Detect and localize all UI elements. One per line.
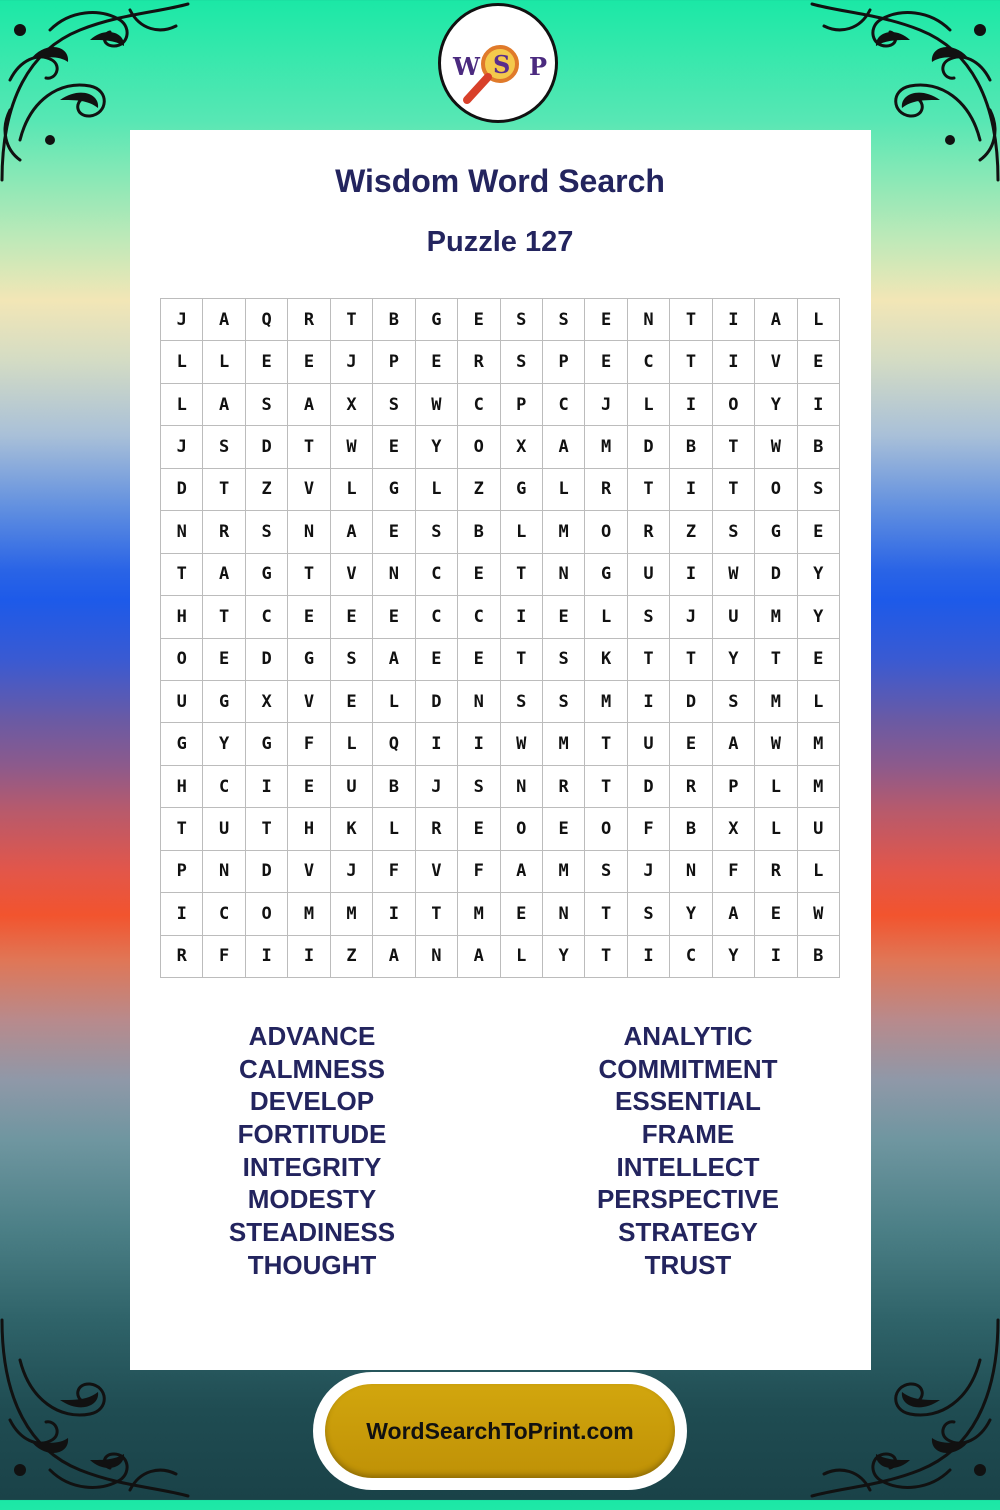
grid-cell[interactable]: E <box>798 639 840 681</box>
grid-cell[interactable]: C <box>543 384 585 426</box>
grid-cell[interactable]: E <box>203 639 245 681</box>
grid-cell[interactable]: E <box>458 808 500 850</box>
grid-cell[interactable]: S <box>543 299 585 341</box>
grid-cell[interactable]: W <box>331 426 373 468</box>
grid-cell[interactable]: I <box>458 723 500 765</box>
grid-cell[interactable]: T <box>670 299 712 341</box>
grid-cell[interactable]: N <box>288 511 330 553</box>
grid-cell[interactable]: T <box>585 766 627 808</box>
grid-cell[interactable]: F <box>458 851 500 893</box>
grid-cell[interactable]: R <box>543 766 585 808</box>
logo-letter-p: P <box>529 52 548 81</box>
grid-cell[interactable]: H <box>161 766 203 808</box>
grid-cell[interactable]: N <box>501 766 543 808</box>
grid-cell[interactable]: L <box>755 808 797 850</box>
grid-cell[interactable]: C <box>458 384 500 426</box>
grid-cell[interactable]: T <box>203 469 245 511</box>
grid-cell[interactable]: A <box>373 639 415 681</box>
grid-cell[interactable]: A <box>713 893 755 935</box>
grid-cell[interactable]: I <box>628 936 670 978</box>
word-list-item: CALMNESS <box>239 1053 385 1084</box>
grid-cell[interactable]: S <box>246 384 288 426</box>
grid-cell[interactable]: L <box>331 723 373 765</box>
word-list-item: TRUST <box>644 1249 732 1280</box>
grid-cell[interactable]: L <box>331 469 373 511</box>
grid-cell[interactable]: S <box>713 511 755 553</box>
grid-cell[interactable]: J <box>331 851 373 893</box>
grid-cell[interactable]: A <box>501 851 543 893</box>
grid-cell[interactable]: L <box>798 851 840 893</box>
grid-cell[interactable]: Q <box>373 723 415 765</box>
grid-cell[interactable]: D <box>628 426 670 468</box>
grid-cell[interactable]: D <box>246 639 288 681</box>
grid-cell[interactable]: Y <box>416 426 458 468</box>
grid-cell[interactable]: S <box>501 341 543 383</box>
word-list-item: FRAME <box>641 1119 735 1150</box>
grid-cell[interactable]: L <box>628 384 670 426</box>
grid-cell[interactable]: W <box>713 554 755 596</box>
grid-cell[interactable]: N <box>543 554 585 596</box>
grid-cell[interactable]: A <box>203 299 245 341</box>
wsp-logo <box>438 3 558 123</box>
grid-cell[interactable]: E <box>416 639 458 681</box>
grid-cell[interactable]: B <box>373 766 415 808</box>
grid-cell[interactable]: U <box>161 681 203 723</box>
grid-cell[interactable]: J <box>331 341 373 383</box>
grid-cell[interactable]: I <box>798 384 840 426</box>
grid-cell[interactable]: A <box>288 384 330 426</box>
grid-cell[interactable]: E <box>501 893 543 935</box>
grid-cell[interactable]: L <box>501 511 543 553</box>
grid-cell[interactable]: E <box>458 639 500 681</box>
grid-cell[interactable]: E <box>585 341 627 383</box>
grid-cell[interactable]: B <box>798 426 840 468</box>
grid-cell[interactable]: P <box>161 851 203 893</box>
grid-cell[interactable]: T <box>670 639 712 681</box>
grid-cell[interactable]: J <box>628 851 670 893</box>
grid-cell[interactable]: S <box>501 681 543 723</box>
logo-letter-s: S <box>493 50 511 79</box>
grid-cell[interactable]: C <box>458 596 500 638</box>
grid-cell[interactable]: M <box>543 511 585 553</box>
grid-cell[interactable]: S <box>203 426 245 468</box>
grid-cell[interactable]: I <box>670 469 712 511</box>
grid-cell[interactable]: Y <box>755 384 797 426</box>
grid-cell[interactable]: F <box>713 851 755 893</box>
grid-cell[interactable]: H <box>161 596 203 638</box>
grid-cell[interactable]: O <box>161 639 203 681</box>
grid-cell[interactable]: J <box>585 384 627 426</box>
grid-cell[interactable]: Z <box>458 469 500 511</box>
grid-cell[interactable]: G <box>755 511 797 553</box>
grid-cell[interactable]: Q <box>246 299 288 341</box>
grid-cell[interactable]: T <box>161 554 203 596</box>
site-link[interactable]: WordSearchToPrint.com <box>325 1384 675 1478</box>
grid-cell[interactable]: W <box>416 384 458 426</box>
word-list-item: INTELLECT <box>616 1151 760 1182</box>
grid-cell[interactable]: D <box>246 426 288 468</box>
grid-cell[interactable]: D <box>416 681 458 723</box>
grid-cell[interactable]: I <box>373 893 415 935</box>
grid-cell[interactable]: U <box>628 723 670 765</box>
grid-cell[interactable]: T <box>501 554 543 596</box>
grid-cell[interactable]: G <box>585 554 627 596</box>
grid-cell[interactable]: T <box>331 299 373 341</box>
grid-cell[interactable]: P <box>713 766 755 808</box>
letter-grid <box>160 298 840 978</box>
grid-cell[interactable]: E <box>331 596 373 638</box>
grid-cell[interactable]: E <box>373 426 415 468</box>
grid-cell[interactable]: O <box>501 808 543 850</box>
grid-cell[interactable]: M <box>543 851 585 893</box>
grid-cell[interactable]: L <box>416 469 458 511</box>
grid-cell[interactable]: A <box>755 299 797 341</box>
grid-cell[interactable]: R <box>288 299 330 341</box>
grid-cell[interactable]: D <box>670 681 712 723</box>
grid-cell[interactable]: V <box>755 341 797 383</box>
grid-cell[interactable]: E <box>543 596 585 638</box>
grid-cell[interactable]: L <box>203 341 245 383</box>
grid-cell[interactable]: J <box>670 596 712 638</box>
grid-cell[interactable]: T <box>585 936 627 978</box>
word-list-item: ESSENTIAL <box>615 1086 761 1117</box>
grid-cell[interactable]: E <box>670 723 712 765</box>
word-list-item: THOUGHT <box>247 1249 377 1280</box>
grid-cell[interactable]: B <box>373 299 415 341</box>
word-list-item: PERSPECTIVE <box>596 1184 780 1215</box>
grid-cell[interactable]: J <box>416 766 458 808</box>
grid-cell[interactable]: S <box>246 511 288 553</box>
word-list-item: ADVANCE <box>248 1021 376 1051</box>
logo-letter-w: W <box>453 52 480 81</box>
grid-cell[interactable]: V <box>288 851 330 893</box>
grid-cell[interactable]: E <box>416 341 458 383</box>
grid-cell[interactable]: T <box>713 469 755 511</box>
grid-cell[interactable]: F <box>288 723 330 765</box>
grid-cell[interactable]: V <box>288 681 330 723</box>
grid-cell[interactable]: L <box>161 341 203 383</box>
puzzle-number: Puzzle 127 <box>426 226 574 258</box>
grid-cell[interactable]: M <box>331 893 373 935</box>
word-list-left <box>162 1020 462 1282</box>
grid-cell[interactable]: O <box>585 808 627 850</box>
grid-cell[interactable]: Y <box>543 936 585 978</box>
grid-cell[interactable]: G <box>161 723 203 765</box>
grid-cell[interactable]: R <box>458 341 500 383</box>
grid-cell[interactable]: Z <box>331 936 373 978</box>
grid-cell[interactable]: R <box>755 851 797 893</box>
grid-cell[interactable]: T <box>246 808 288 850</box>
grid-cell[interactable]: M <box>458 893 500 935</box>
grid-cell[interactable]: T <box>501 639 543 681</box>
grid-cell[interactable]: C <box>416 596 458 638</box>
grid-cell[interactable]: E <box>543 808 585 850</box>
grid-cell[interactable]: C <box>203 766 245 808</box>
grid-cell[interactable]: R <box>585 469 627 511</box>
grid-cell[interactable]: T <box>161 808 203 850</box>
grid-cell[interactable]: S <box>628 893 670 935</box>
word-list-item: ANALYTIC <box>623 1021 753 1051</box>
grid-cell[interactable]: F <box>373 851 415 893</box>
grid-cell[interactable]: E <box>755 893 797 935</box>
grid-cell[interactable]: L <box>755 766 797 808</box>
grid-cell[interactable]: Y <box>203 723 245 765</box>
grid-cell[interactable]: B <box>670 426 712 468</box>
grid-cell[interactable]: C <box>670 936 712 978</box>
grid-cell[interactable]: W <box>755 723 797 765</box>
word-list-item: COMMITMENT <box>598 1053 778 1084</box>
grid-cell[interactable]: R <box>628 511 670 553</box>
grid-cell[interactable]: I <box>288 936 330 978</box>
grid-cell[interactable]: I <box>670 384 712 426</box>
grid-cell[interactable]: U <box>628 554 670 596</box>
grid-cell[interactable]: T <box>628 639 670 681</box>
grid-cell[interactable]: M <box>288 893 330 935</box>
grid-cell[interactable]: A <box>713 723 755 765</box>
grid-cell[interactable]: A <box>203 554 245 596</box>
grid-cell[interactable]: I <box>161 893 203 935</box>
grid-cell[interactable]: B <box>670 808 712 850</box>
grid-cell[interactable]: M <box>755 681 797 723</box>
grid-cell[interactable]: L <box>585 596 627 638</box>
grid-cell[interactable]: L <box>798 681 840 723</box>
grid-cell[interactable]: H <box>288 808 330 850</box>
grid-cell[interactable]: V <box>331 554 373 596</box>
grid-cell[interactable]: N <box>670 851 712 893</box>
grid-cell[interactable]: E <box>458 554 500 596</box>
grid-cell[interactable]: S <box>628 596 670 638</box>
grid-cell[interactable]: N <box>203 851 245 893</box>
grid-cell[interactable]: L <box>501 936 543 978</box>
grid-cell[interactable]: W <box>501 723 543 765</box>
grid-cell[interactable]: Y <box>713 639 755 681</box>
grid-cell[interactable]: V <box>288 469 330 511</box>
grid-cell[interactable]: Y <box>713 936 755 978</box>
grid-cell[interactable]: D <box>161 469 203 511</box>
grid-cell[interactable]: G <box>416 299 458 341</box>
grid-cell[interactable]: T <box>755 639 797 681</box>
grid-cell[interactable]: P <box>373 341 415 383</box>
grid-cell[interactable]: W <box>798 893 840 935</box>
word-list-right <box>538 1020 838 1282</box>
grid-cell[interactable]: E <box>288 341 330 383</box>
grid-cell[interactable]: U <box>331 766 373 808</box>
grid-cell[interactable]: M <box>755 596 797 638</box>
grid-cell[interactable]: T <box>628 469 670 511</box>
grid-cell[interactable]: Y <box>798 596 840 638</box>
grid-cell[interactable]: G <box>288 639 330 681</box>
grid-cell[interactable]: M <box>585 426 627 468</box>
grid-cell[interactable]: G <box>501 469 543 511</box>
grid-cell[interactable]: P <box>543 341 585 383</box>
grid-cell[interactable]: D <box>628 766 670 808</box>
grid-cell[interactable]: E <box>373 596 415 638</box>
grid-cell[interactable]: Z <box>246 469 288 511</box>
grid-cell[interactable]: U <box>713 596 755 638</box>
grid-cell[interactable]: Z <box>670 511 712 553</box>
grid-cell[interactable]: T <box>585 893 627 935</box>
grid-cell[interactable]: N <box>628 299 670 341</box>
grid-cell[interactable]: T <box>585 723 627 765</box>
grid-cell[interactable]: A <box>203 384 245 426</box>
grid-cell[interactable]: L <box>161 384 203 426</box>
grid-cell[interactable]: X <box>501 426 543 468</box>
grid-cell[interactable]: I <box>713 341 755 383</box>
grid-cell[interactable]: M <box>585 681 627 723</box>
grid-cell[interactable]: I <box>755 936 797 978</box>
grid-cell[interactable]: K <box>331 808 373 850</box>
grid-cell[interactable]: G <box>246 554 288 596</box>
grid-cell[interactable]: S <box>543 681 585 723</box>
grid-cell[interactable]: C <box>628 341 670 383</box>
grid-cell[interactable]: S <box>543 639 585 681</box>
grid-cell[interactable]: E <box>458 299 500 341</box>
grid-cell[interactable]: O <box>246 893 288 935</box>
grid-cell[interactable]: M <box>543 723 585 765</box>
grid-cell[interactable]: F <box>628 808 670 850</box>
grid-cell[interactable]: K <box>585 639 627 681</box>
grid-cell[interactable]: L <box>543 469 585 511</box>
grid-cell[interactable]: N <box>161 511 203 553</box>
grid-cell[interactable]: X <box>331 384 373 426</box>
grid-cell[interactable]: X <box>246 681 288 723</box>
grid-cell[interactable]: Y <box>670 893 712 935</box>
grid-cell[interactable]: N <box>416 936 458 978</box>
grid-cell[interactable]: E <box>373 511 415 553</box>
grid-cell[interactable]: E <box>798 511 840 553</box>
grid-cell[interactable]: L <box>798 299 840 341</box>
grid-cell[interactable]: M <box>798 723 840 765</box>
grid-cell[interactable]: R <box>203 511 245 553</box>
page-title: Wisdom Word Search <box>335 163 665 199</box>
grid-cell[interactable]: Y <box>798 554 840 596</box>
grid-cell[interactable]: S <box>585 851 627 893</box>
grid-cell[interactable]: U <box>798 808 840 850</box>
grid-cell[interactable]: D <box>755 554 797 596</box>
grid-cell[interactable]: T <box>416 893 458 935</box>
grid-cell[interactable]: C <box>246 596 288 638</box>
grid-cell[interactable]: R <box>161 936 203 978</box>
grid-cell[interactable]: N <box>458 681 500 723</box>
grid-cell[interactable]: S <box>798 469 840 511</box>
grid-cell[interactable]: V <box>416 851 458 893</box>
word-list-item: STEADINESS <box>228 1217 396 1248</box>
grid-cell[interactable]: S <box>458 766 500 808</box>
grid-cell[interactable]: S <box>416 511 458 553</box>
grid-cell[interactable]: A <box>543 426 585 468</box>
grid-cell[interactable]: N <box>543 893 585 935</box>
grid-cell[interactable]: P <box>501 384 543 426</box>
grid-cell[interactable]: U <box>203 808 245 850</box>
grid-cell[interactable]: T <box>288 554 330 596</box>
grid-cell[interactable]: S <box>713 681 755 723</box>
grid-cell[interactable]: R <box>416 808 458 850</box>
grid-cell[interactable]: L <box>373 808 415 850</box>
grid-cell[interactable]: E <box>288 596 330 638</box>
grid-cell[interactable]: E <box>585 299 627 341</box>
grid-cell[interactable]: E <box>288 766 330 808</box>
grid-cell[interactable]: I <box>670 554 712 596</box>
grid-cell[interactable]: I <box>246 766 288 808</box>
grid-cell[interactable]: X <box>713 808 755 850</box>
grid-cell[interactable]: C <box>203 893 245 935</box>
grid-cell[interactable]: F <box>203 936 245 978</box>
grid-cell[interactable]: C <box>416 554 458 596</box>
grid-cell[interactable]: I <box>246 936 288 978</box>
grid-cell[interactable]: T <box>288 426 330 468</box>
grid-cell[interactable]: A <box>458 936 500 978</box>
grid-cell[interactable]: I <box>416 723 458 765</box>
grid-cell[interactable]: M <box>798 766 840 808</box>
word-list-item: INTEGRITY <box>242 1151 382 1182</box>
grid-cell[interactable]: E <box>798 341 840 383</box>
grid-cell[interactable]: O <box>755 469 797 511</box>
grid-cell[interactable]: O <box>458 426 500 468</box>
grid-cell[interactable]: I <box>713 299 755 341</box>
grid-cell[interactable]: T <box>670 341 712 383</box>
grid-cell[interactable]: J <box>161 299 203 341</box>
grid-cell[interactable]: D <box>246 851 288 893</box>
grid-cell[interactable]: R <box>670 766 712 808</box>
grid-cell[interactable]: I <box>628 681 670 723</box>
word-list-item: STRATEGY <box>618 1217 758 1248</box>
grid-cell[interactable]: B <box>458 511 500 553</box>
word-list-item: FORTITUDE <box>237 1119 387 1150</box>
grid-cell[interactable]: S <box>331 639 373 681</box>
grid-cell[interactable]: A <box>373 936 415 978</box>
grid-cell[interactable]: S <box>501 299 543 341</box>
grid-cell[interactable]: O <box>713 384 755 426</box>
grid-cell[interactable]: O <box>585 511 627 553</box>
grid-cell[interactable]: L <box>373 681 415 723</box>
grid-cell[interactable]: G <box>246 723 288 765</box>
grid-cell[interactable]: I <box>501 596 543 638</box>
grid-cell[interactable]: J <box>161 426 203 468</box>
grid-cell[interactable]: G <box>203 681 245 723</box>
grid-cell[interactable]: W <box>755 426 797 468</box>
grid-cell[interactable]: B <box>798 936 840 978</box>
grid-cell[interactable]: A <box>331 511 373 553</box>
grid-cell[interactable]: E <box>331 681 373 723</box>
grid-cell[interactable]: N <box>373 554 415 596</box>
grid-cell[interactable]: E <box>246 341 288 383</box>
grid-cell[interactable]: T <box>203 596 245 638</box>
word-list-item: DEVELOP <box>249 1086 375 1117</box>
grid-cell[interactable]: S <box>373 384 415 426</box>
word-list-item: MODESTY <box>247 1184 377 1215</box>
grid-cell[interactable]: T <box>713 426 755 468</box>
grid-cell[interactable]: G <box>373 469 415 511</box>
